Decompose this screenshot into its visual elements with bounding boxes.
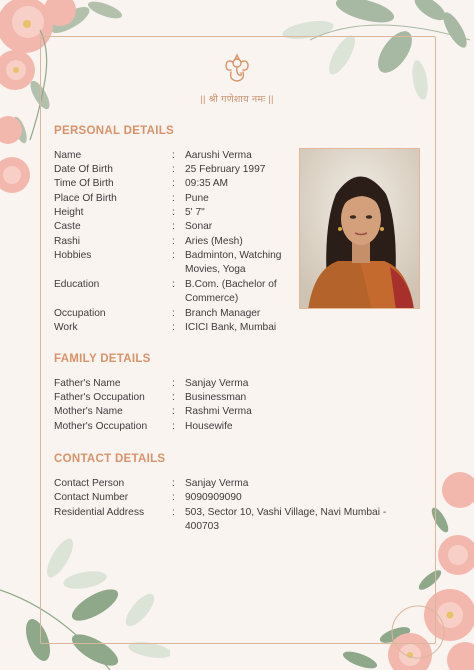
row-label: Contact Number [54, 492, 129, 503]
row-label: Contact Person [54, 478, 125, 489]
row-label: Education [54, 279, 100, 290]
row-value: Businessman [185, 392, 247, 403]
row-colon: : [172, 507, 175, 518]
row-colon: : [172, 178, 175, 189]
row-label: Occupation [54, 308, 106, 319]
row-value: Sanjay Verma [185, 478, 249, 489]
row-colon: : [172, 207, 175, 218]
row-value: 5' 7" [185, 207, 205, 218]
row-colon: : [172, 406, 175, 417]
contact-details-heading: CONTACT DETAILS [54, 453, 166, 465]
row-colon: : [172, 322, 175, 333]
row-colon: : [172, 164, 175, 175]
portrait-illustration [300, 149, 420, 309]
row-value: Sanjay Verma [185, 378, 249, 389]
row-label: Rashi [54, 236, 81, 247]
row-value: Aarushi Verma [185, 150, 252, 161]
invocation-text: || श्री गणेशाय नमः || [200, 94, 274, 105]
row-label: Residential Address [54, 507, 145, 518]
row-colon: : [172, 492, 175, 503]
row-label: Father's Occupation [54, 392, 145, 403]
row-colon: : [172, 279, 175, 290]
ganesha-emblem-icon [222, 52, 252, 84]
row-colon: : [172, 221, 175, 232]
row-colon: : [172, 392, 175, 403]
row-label: Caste [54, 221, 81, 232]
row-value: Sonar [185, 221, 213, 232]
row-colon: : [172, 378, 175, 389]
row-label: Work [54, 322, 78, 333]
row-value-continued: 400703 [185, 521, 219, 533]
row-value: Branch Manager [185, 308, 261, 319]
row-value: Aries (Mesh) [185, 236, 243, 247]
row-label: Hobbies [54, 250, 92, 261]
row-colon: : [172, 193, 175, 204]
row-colon: : [172, 250, 175, 261]
row-value: 25 February 1997 [185, 164, 266, 175]
row-value: 503, Sector 10, Vashi Village, Navi Mumbai - [185, 507, 387, 518]
row-colon: : [172, 150, 175, 161]
row-value: B.Com. (Bachelor of [185, 279, 277, 290]
row-value: Housewife [185, 421, 233, 432]
row-label: Mother's Name [54, 406, 123, 417]
row-colon: : [172, 421, 175, 432]
row-colon: : [172, 308, 175, 319]
row-colon: : [172, 478, 175, 489]
row-label: Father's Name [54, 378, 121, 389]
profile-photo [299, 148, 420, 309]
row-label: Date Of Birth [54, 164, 113, 175]
personal-details-heading: PERSONAL DETAILS [54, 125, 175, 137]
row-value-continued: Movies, Yoga [185, 264, 246, 276]
row-label: Height [54, 207, 84, 218]
row-label: Name [54, 150, 82, 161]
row-value: Rashmi Verma [185, 406, 252, 417]
row-value: ICICI Bank, Mumbai [185, 322, 277, 333]
row-value: Pune [185, 193, 209, 204]
row-label: Time Of Birth [54, 178, 114, 189]
row-value: 09:35 AM [185, 178, 229, 189]
row-value: Badminton, Watching [185, 250, 282, 261]
row-label: Mother's Occupation [54, 421, 148, 432]
row-value: 9090909090 [185, 492, 242, 503]
row-value-continued: Commerce) [185, 293, 239, 305]
row-label: Place Of Birth [54, 193, 117, 204]
family-details-heading: FAMILY DETAILS [54, 353, 151, 365]
row-colon: : [172, 236, 175, 247]
